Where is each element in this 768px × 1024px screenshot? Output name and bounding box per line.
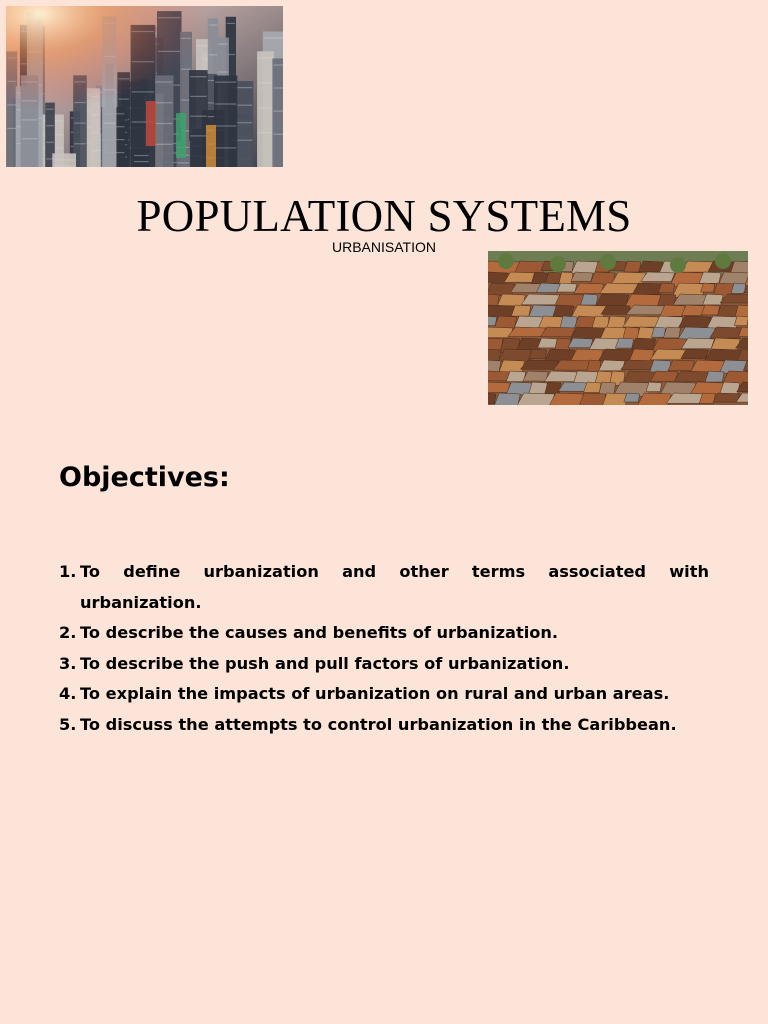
shanty-town-icon [488, 251, 748, 405]
objective-item-5 [59, 710, 709, 741]
objectives-list [59, 557, 709, 740]
objective-number: 1. [59, 562, 77, 581]
slide-subtitle: URBANISATION [332, 239, 436, 255]
city-skyline-photo [6, 6, 283, 167]
city-skyline-icon [6, 6, 283, 167]
slide-title: POPULATION SYSTEMS [136, 191, 632, 241]
objective-text: To discuss the attempts to control urbanization in the Caribbean. [80, 714, 677, 734]
objective-number: 5. [59, 714, 77, 734]
objective-text: To describe the push and pull factors of urbanization. [80, 653, 570, 673]
shanty-town-photo [488, 251, 748, 405]
objective-text: To explain the impacts of urbanization on rural and urban areas. [80, 684, 670, 703]
objectives-heading: Objectives: [59, 462, 230, 493]
objective-item-2 [59, 618, 709, 649]
objective-item-1 [59, 557, 709, 618]
objective-number: 2. [59, 623, 77, 642]
objective-text: To describe the causes and benefits of urbanization. [80, 623, 559, 642]
objective-number: 3. [59, 653, 77, 673]
objective-item-4 [59, 679, 709, 710]
objective-number: 4. [59, 684, 77, 703]
objective-text: To define urbanization and other terms associated with urbanization. [80, 562, 709, 612]
objective-item-3 [59, 649, 709, 680]
